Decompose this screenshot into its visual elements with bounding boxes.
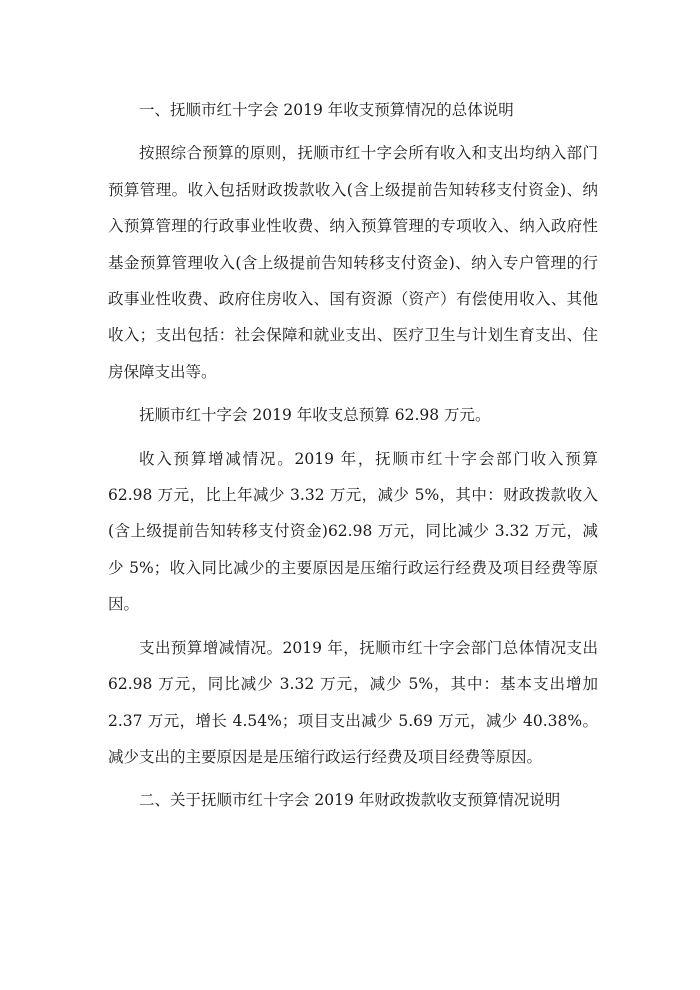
- document-page: [108, 92, 598, 819]
- section-1-heading: 一、抚顺市红十字会 2019 年收支预算情况的总体说明: [139, 101, 514, 119]
- income-budget-paragraph: 收入预算增减情况。2019 年，抚顺市红十字会部门收入预算 62.98 万元，比上年减少 3.32 万元，减少 5%，其中：财政拨款收入(含上级提前告知转移支付资金)62.98 万元，同比减少 3.32 万元，减少 5%；收入同比减少的主要原因是压缩行政运行经费及项目经费等原因。: [108, 449, 598, 614]
- overview-paragraph: 按照综合预算的原则，抚顺市红十字会所有收入和支出均纳入部门预算管理。收入包括财政拨款收入(含上级提前告知转移支付资金)、纳入预算管理的行政事业性收费、纳入预算管理的专项收入、纳入政府性基金预算管理收入(含上级提前告知转移支付资金)、纳入专户管理的行政事业性收费、政府住房收入、国有资源（资产）有偿使用收入、其他收入；支出包括：社会保障和就业支出、医疗卫生与计划生育支出、住房保障支出等。: [108, 144, 598, 381]
- expense-budget-paragraph: 支出预算增减情况。2019 年，抚顺市红十字会部门总体情况支出 62.98 万元，同比减少 3.32 万元，减少 5%，其中：基本支出增加 2.37 万元，增长 4.54%；项目支出减少 5.69 万元，减少 40.38%。减少支出的主要原因是是压缩行政运行经费及项目经费等原因。: [108, 638, 598, 766]
- section-2-heading: 二、关于抚顺市红十字会 2019 年财政拨款收支预算情况说明: [139, 791, 561, 810]
- total-budget-paragraph: 抚顺市红十字会 2019 年收支总预算 62.98 万元。: [139, 406, 491, 425]
